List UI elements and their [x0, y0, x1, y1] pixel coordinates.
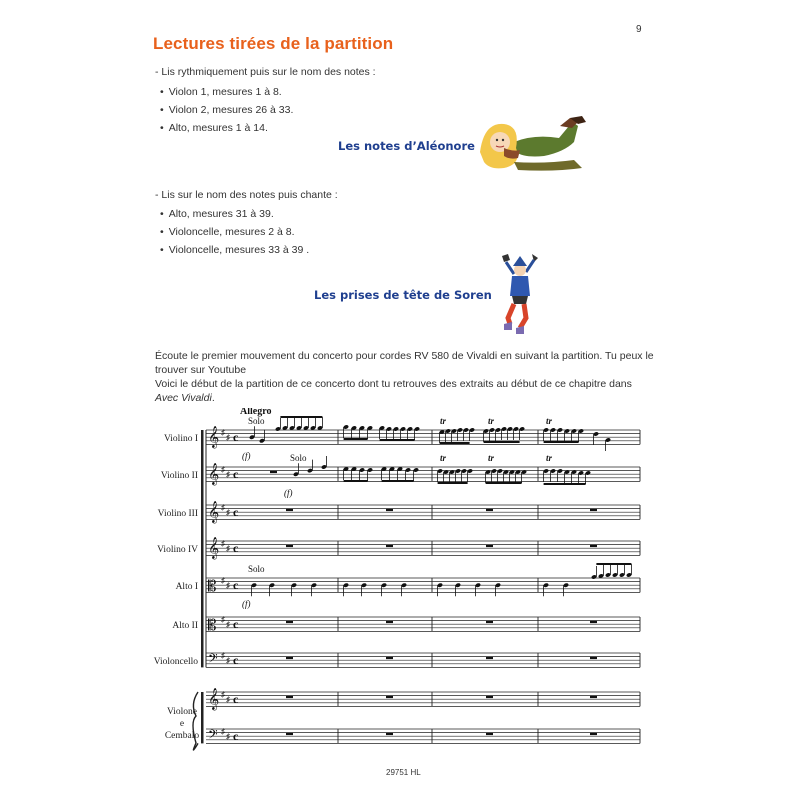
whole-rest [386, 733, 393, 736]
treble-clef: 𝄞 [208, 689, 220, 710]
key-sharp: ♯ [221, 651, 225, 660]
whole-rest [386, 696, 393, 699]
whole-rest [386, 545, 393, 548]
bass-clef: 𝄢 [208, 729, 218, 745]
key-sharp: ♯ [221, 428, 225, 437]
whole-rest [590, 509, 597, 512]
key-sharp: ♯ [226, 732, 230, 741]
key-sharp: ♯ [221, 727, 225, 736]
footer-code: 29751 HL [386, 768, 421, 777]
trill-mark: tr [440, 453, 447, 463]
time-signature: c [233, 467, 239, 481]
musical-score [150, 408, 650, 768]
whole-rest [486, 509, 493, 512]
bracket-bar [201, 692, 204, 743]
whole-rest [286, 621, 293, 624]
instrument-label: Violino I [164, 434, 198, 444]
trill-mark: tr [546, 416, 553, 426]
whole-rest [286, 657, 293, 660]
section1-intro: - Lis rythmiquement puis sur le nom des notes : [155, 66, 376, 78]
alto-clef: 𝄡 [208, 618, 217, 634]
dynamic-marking: (f) [242, 451, 251, 461]
trill-mark: tr [488, 416, 495, 426]
key-sharp: ♯ [226, 581, 230, 590]
instrument-label: Alto I [175, 582, 198, 592]
bass-clef: 𝄢 [208, 653, 218, 669]
instrument-label: Violino II [160, 471, 198, 481]
score-description [155, 378, 655, 405]
whole-rest [286, 733, 293, 736]
whole-rest [486, 696, 493, 699]
treble-clef: 𝄞 [208, 538, 220, 559]
alto-clef: 𝄡 [208, 579, 217, 595]
list-item: • Alto, mesures 1 à 14. [160, 122, 268, 134]
key-sharp: ♯ [226, 544, 230, 553]
whole-rest [590, 696, 597, 699]
key-sharp: ♯ [226, 695, 230, 704]
whole-rest [486, 621, 493, 624]
list-item: • Violoncelle, mesures 2 à 8. [160, 226, 295, 238]
key-sharp: ♯ [221, 465, 225, 474]
trill-mark: tr [488, 453, 495, 463]
key-sharp: ♯ [226, 656, 230, 665]
key-sharp: ♯ [226, 508, 230, 517]
treble-clef: 𝄞 [208, 427, 220, 448]
tempo-marking: Allegro [240, 408, 272, 417]
solo-marking: Solo [248, 564, 265, 574]
list-item: • Violoncelle, mesures 33 à 39 . [160, 244, 309, 256]
time-signature: c [233, 430, 239, 444]
continuo-label: Violone [166, 707, 198, 717]
whole-rest [590, 621, 597, 624]
character-name-soren: Les prises de tête de Soren [314, 288, 492, 302]
time-signature: c [233, 541, 239, 555]
key-sharp: ♯ [226, 433, 230, 442]
instrument-label: Violino IV [157, 545, 198, 555]
character-name-aleonore: Les notes d’Aléonore [338, 139, 475, 153]
chapter-reference: Avec Vivaldi [155, 391, 212, 404]
whole-rest [486, 657, 493, 660]
bracket-bar [201, 430, 204, 667]
trill-mark: tr [546, 453, 553, 463]
treble-clef: 𝄞 [208, 464, 220, 485]
continuo-label: e [179, 719, 185, 729]
intro-paragraph: Écoute le premier mouvement du concerto pour cordes RV 580 de Vivaldi en suivant la partition. Tu peux le trouver sur Youtube [155, 350, 654, 376]
instrument-label: Violoncello [153, 657, 198, 667]
whole-rest [386, 509, 393, 512]
key-sharp: ♯ [221, 576, 225, 585]
key-sharp: ♯ [226, 470, 230, 479]
girl-lying-illustration [474, 112, 594, 174]
whole-rest [286, 545, 293, 548]
time-signature: c [233, 617, 239, 631]
solo-marking: Solo [290, 453, 307, 463]
whole-rest [590, 657, 597, 660]
brace [193, 692, 198, 750]
key-sharp: ♯ [221, 615, 225, 624]
dynamic-marking: (f) [284, 488, 293, 498]
key-sharp: ♯ [221, 503, 225, 512]
treble-clef: 𝄞 [208, 502, 220, 523]
instrument-label: Alto II [172, 621, 198, 631]
whole-rest [286, 696, 293, 699]
whole-rest [270, 471, 277, 474]
score-description-text: Voici le début de la partition de ce concerto dont tu retrouves des extraits au début de ce chapitre dans [155, 378, 632, 390]
time-signature: c [233, 692, 239, 706]
score-description-end: . [211, 391, 215, 404]
whole-rest [386, 621, 393, 624]
whole-rest [590, 733, 597, 736]
key-sharp: ♯ [226, 620, 230, 629]
list-item: • Alto, mesures 31 à 39. [160, 208, 274, 220]
key-sharp: ♯ [221, 539, 225, 548]
page-number: 9 [636, 24, 642, 35]
whole-rest [386, 657, 393, 660]
key-sharp: ♯ [221, 690, 225, 699]
whole-rest [486, 545, 493, 548]
section2-intro: - Lis sur le nom des notes puis chante : [155, 189, 338, 201]
list-item: • Violon 1, mesures 1 à 8. [160, 86, 282, 98]
instrument-label: Violino III [157, 509, 198, 519]
solo-marking: Solo [248, 416, 265, 426]
time-signature: c [233, 505, 239, 519]
list-item: • Violon 2, mesures 26 à 33. [160, 104, 293, 116]
continuo-label: Cembalo [164, 731, 200, 741]
whole-rest [590, 545, 597, 548]
time-signature: c [233, 729, 239, 743]
page-title: Lectures tirées de la partition [153, 34, 394, 53]
whole-rest [286, 509, 293, 512]
trill-mark: tr [440, 416, 447, 426]
whole-rest [486, 733, 493, 736]
boy-jumping-illustration [498, 252, 542, 342]
time-signature: c [233, 578, 239, 592]
dynamic-marking: (f) [242, 599, 251, 609]
time-signature: c [233, 653, 239, 667]
